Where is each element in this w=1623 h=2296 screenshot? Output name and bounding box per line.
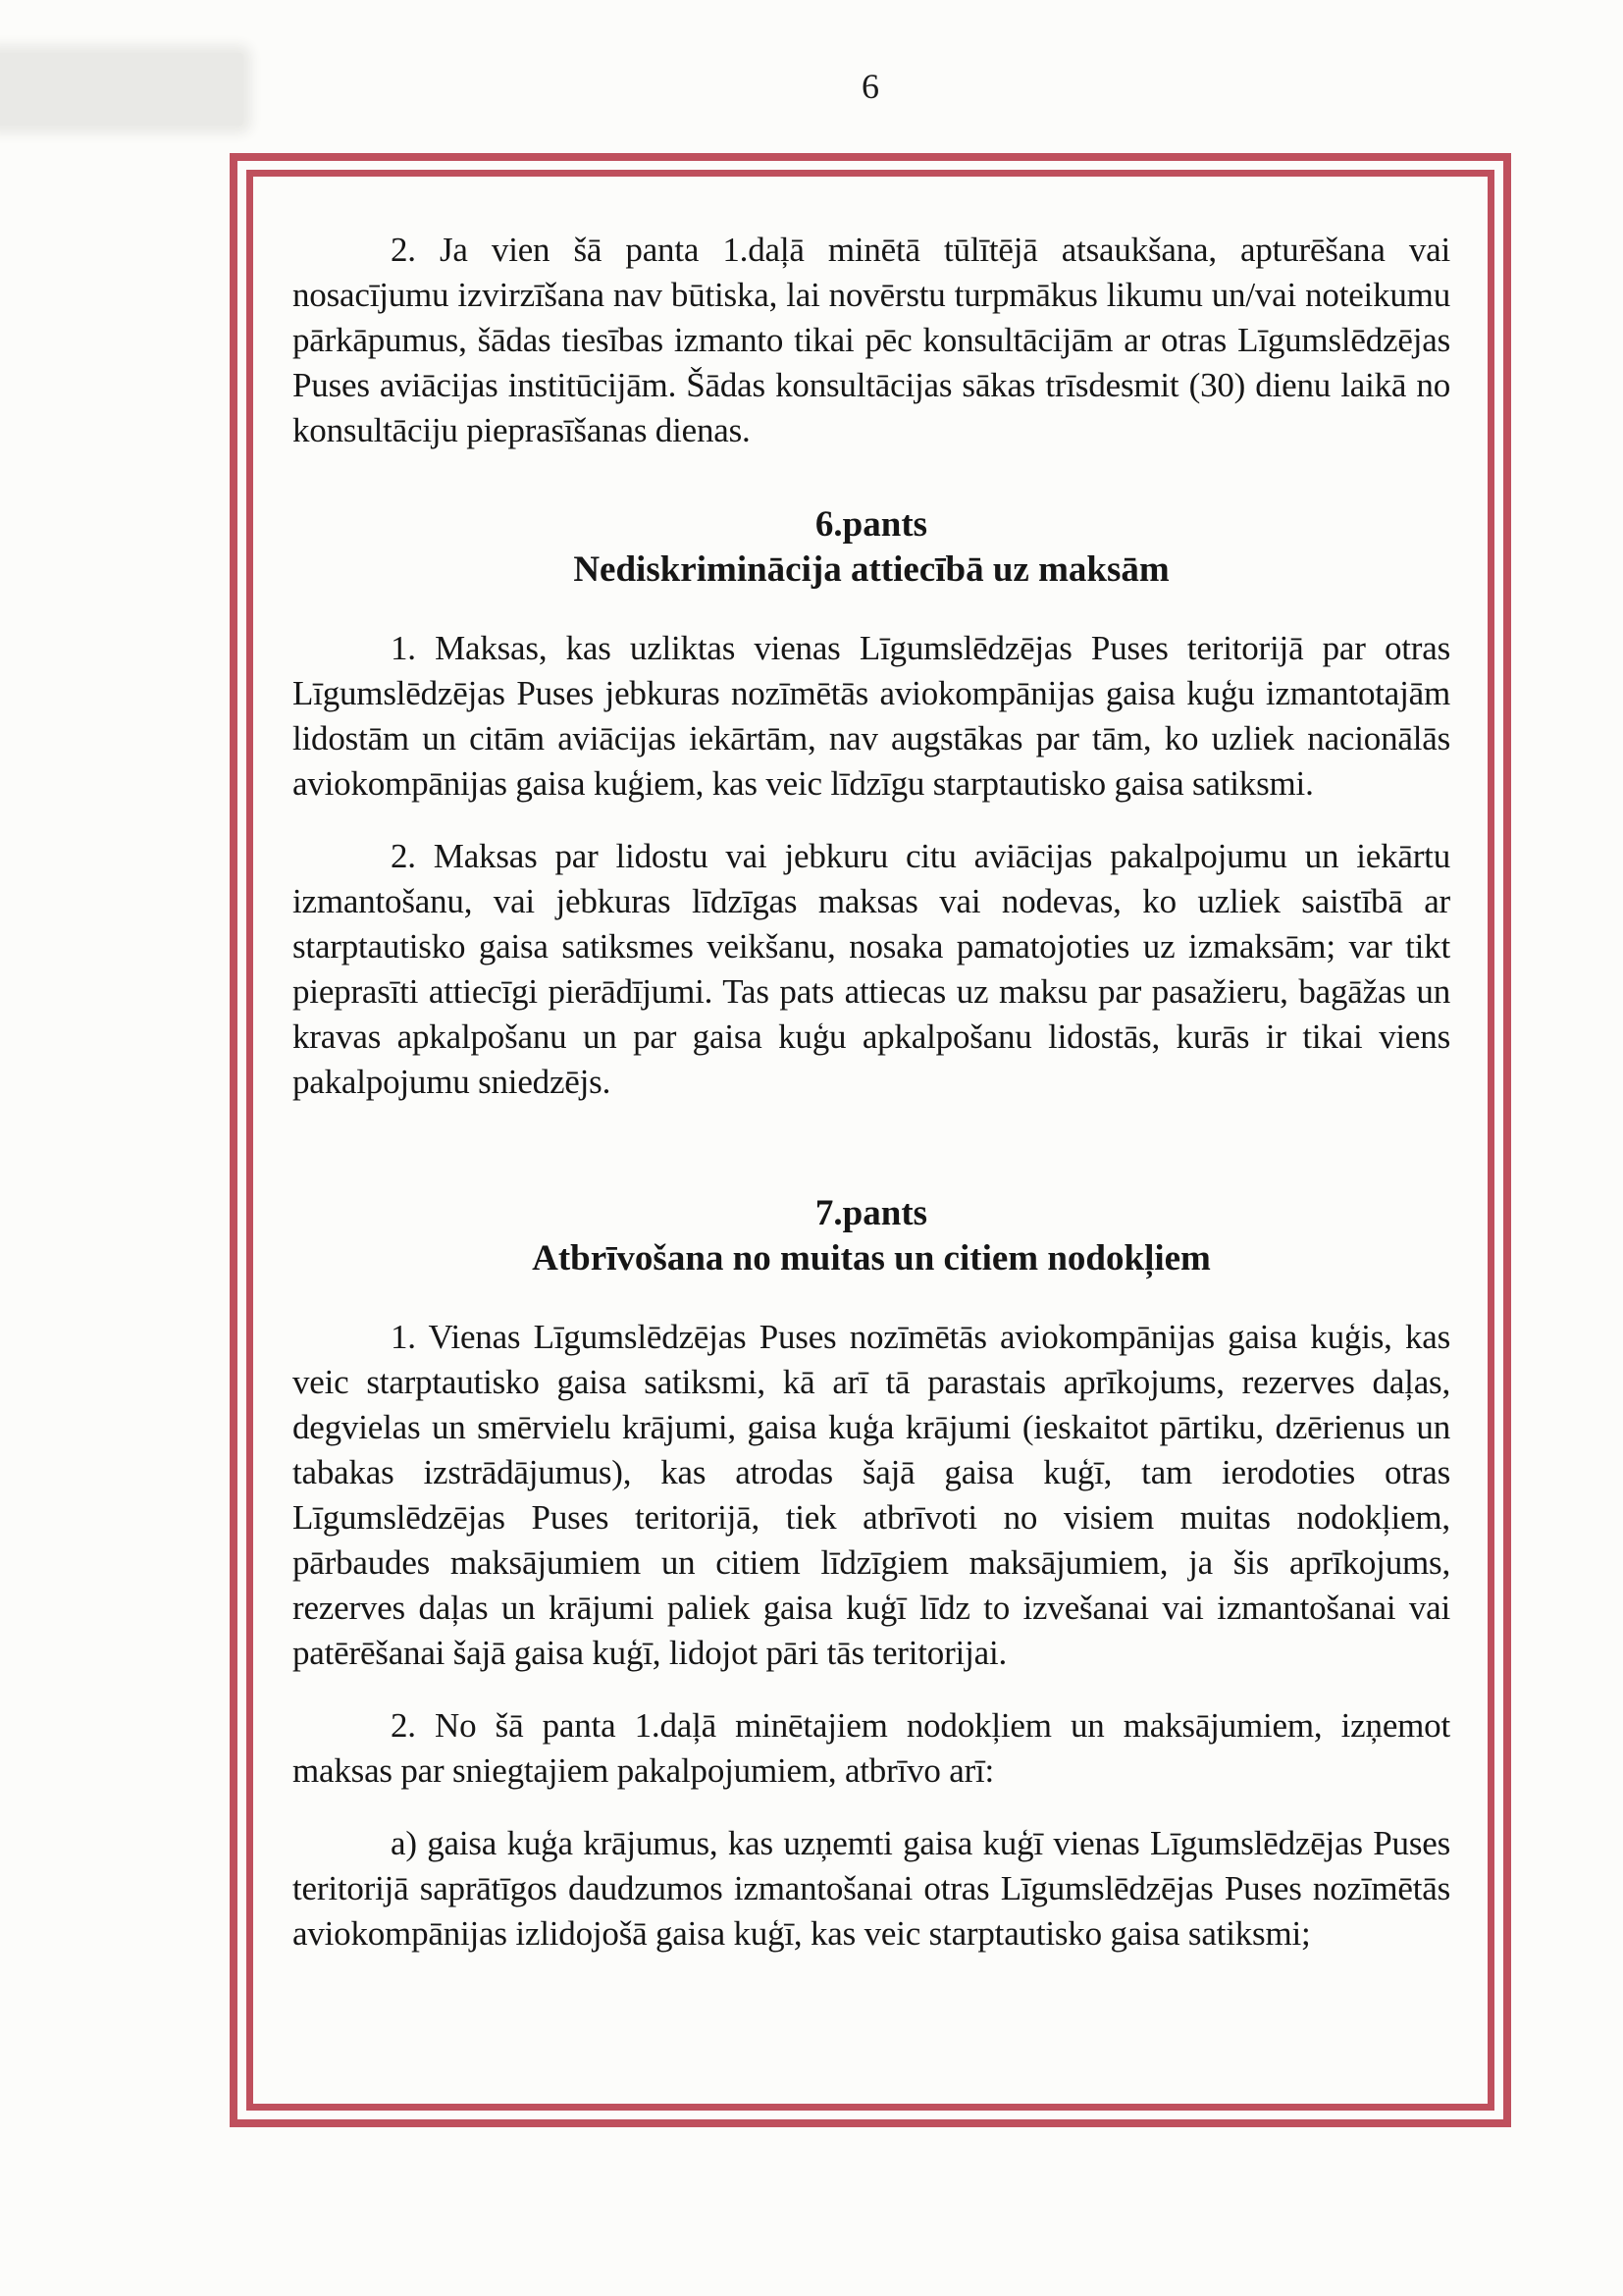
article-7-number: 7.pants	[814, 1193, 928, 1233]
article-6-number: 6.pants	[814, 504, 928, 545]
article-7-paragraph-2: 2. No šā panta 1.daļā minētajiem nodokļiem un maksājumiem, izņemot maksas par sniegtajiem pakalpojumiem, atbrīvo arī:	[292, 1706, 1450, 1790]
article-7-paragraph-a: a) gaisa kuģa krājumus, kas uzņemti gaisa kuģī vienas Līgumslēdzējas Puses teritorijā saprātīgos daudzumos izmantošanai otras Līgumslēdzējas Puses nozīmētās aviokompānijas izlidojošā gaisa kuģī, kas veic starptautisko gaisa satiksmi;	[292, 1824, 1450, 1953]
article-6-paragraph-1: 1. Maksas, kas uzliktas vienas Līgumslēdzējas Puses teritorijā par otras Līgumslēdzējas Puses jebkuras nozīmētās aviokompānijas gaisa kuģu izmantotajām lidostām un citām aviācijas iekārtām, nav augstākas par tām, ko uzliek nacionālās aviokompānijas gaisa kuģiem, kas veic līdzīgu starptautisko gaisa satiksmi.	[292, 629, 1450, 803]
article-7-title: Atbrīvošana no muitas un citiem nodokļiem	[532, 1238, 1211, 1278]
scan-artifact-smudge	[0, 53, 243, 126]
article-7-heading	[292, 1191, 1450, 1281]
article-6-paragraph-2: 2. Maksas par lidostu vai jebkuru citu aviācijas pakalpojumu un iekārtu izmantošanu, vai jebkuras līdzīgas maksas vai nodevas, ko uzliek saistībā ar starptautisko gaisa satiksmes veikšanu, nosaka pamatojoties uz izmaksām; var tikt pieprasīti attiecīgi pierādījumi. Tas pats attiecas uz maksu par pasažieru, bagāžas un kravas apkalpošanu un par gaisa kuģu apkalpošanu lidostās, kurās ir tikai viens pakalpojumu sniedzējs.	[292, 837, 1450, 1101]
intro-paragraph: 2. Ja vien šā panta 1.daļā minētā tūlītējā atsaukšana, apturēšana vai nosacījumu izvirzīšana nav būtiska, lai novērstu turpmākus likumu un/vai noteikumu pārkāpumus, šādas tiesības izmanto tikai pēc konsultācijām ar otras Līgumslēdzējas Puses aviācijas institūcijām. Šādas konsultācijas sākas trīsdesmit (30) dienu laikā no konsultāciju pieprasīšanas dienas.	[292, 231, 1450, 449]
article-6-title: Nediskriminācija attiecībā uz maksām	[573, 549, 1170, 590]
article-7-paragraph-1: 1. Vienas Līgumslēdzējas Puses nozīmētās aviokompānijas gaisa kuģis, kas veic starptautisko gaisa satiksmi, kā arī tā parastais aprīkojums, rezerves daļas, degvielas un smērvielu krājumi, gaisa kuģa krājumi (ieskaitot pārtiku, dzērienus un tabakas izstrādājumus), kas atrodas šajā gaisa kuģī, tam ierodoties otras Līgumslēdzējas Puses teritorijā, tiek atbrīvoti no visiem muitas nodokļiem, pārbaudes maksājumiem un citiem līdzīgiem maksājumiem, ja šis aprīkojums, rezerves daļas un krājumi paliek gaisa kuģī līdz to izvešanai vai izmantošanai vai patērēšanai šajā gaisa kuģī, lidojot pāri tās teritorijai.	[292, 1318, 1450, 1672]
document-body	[253, 177, 1488, 2104]
page-number: 6	[862, 67, 879, 106]
article-6-heading	[292, 502, 1450, 593]
document-frame-inner-border	[246, 170, 1494, 2111]
document-frame-outer-border	[230, 153, 1511, 2127]
